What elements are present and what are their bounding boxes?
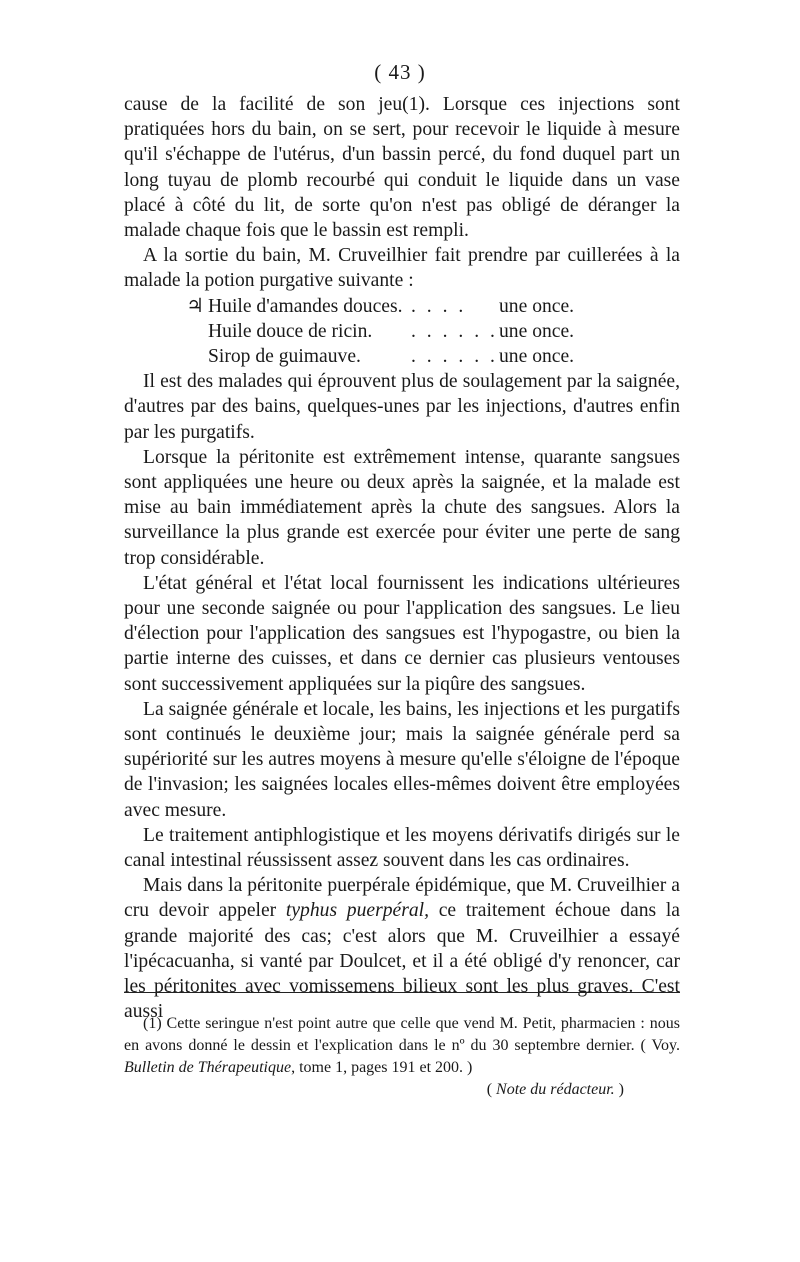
journal-title: Bulletin de Thérapeutique bbox=[124, 1059, 292, 1076]
italic-term: typhus puerpéral, bbox=[285, 900, 429, 922]
recipe-leader-dots: . . . . bbox=[411, 295, 467, 317]
recipe-row bbox=[124, 344, 680, 369]
paragraph: Il est des malades qui éprouvent plus de soulagement par la saignée, d'autres par des bains, quelques-unes par les injections, d'autres enfin par les purgatifs. bbox=[124, 371, 680, 443]
paragraph: L'état général et l'état local fournissent les indications ultérieures pour une seconde saignée ou pour l'application des sangsues. Le lieu d'élection pour l'application des sangsues est l'hypogastre, ou bien la partie interne des cuisses, et dans ce dernier cas plusieurs ventouses sont successivement appliquées sur la piqûre des sangsues. bbox=[124, 572, 680, 695]
footnote bbox=[124, 1013, 680, 1101]
paragraph: A la sortie du bain, M. Cruveilhier fait prendre par cuillerées à la malade la potion purgative suivante : bbox=[124, 245, 680, 292]
footnote-divider bbox=[124, 992, 680, 993]
paragraph: cause de la facilité de son jeu(1). Lorsque ces injections sont pratiquées hors du bain, on se sert, pour recevoir le liquide à mesure qu'il s'échappe de l'utérus, d'un bassin percé, du fond duquel part un long tuyau de plomb recourbé qui conduit le liquide dans un vase placé à côté du lit, de sorte qu'on n'est pas obligé de déranger la malade chaque fois que le bassin est rempli. bbox=[124, 94, 680, 242]
credit-text: Note du rédacteur. bbox=[496, 1081, 615, 1098]
recipe-leader-dots: . . . . . . bbox=[411, 320, 498, 342]
paragraph: Le traitement antiphlogistique et les moyens dérivatifs dirigés sur le canal intestinal réussissent assez souvent dans les cas ordinaires. bbox=[124, 824, 680, 872]
recipe-dose: une once. bbox=[499, 295, 575, 317]
recipe-row bbox=[124, 294, 680, 319]
footnote-text-part: , tome 1, pages 191 et 200. ) bbox=[291, 1059, 473, 1076]
recipe bbox=[124, 294, 680, 370]
jupiter-symbol-icon: ♃ bbox=[186, 295, 204, 317]
paragraph: Lorsque la péritonite est extrêmement intense, quarante sangsues sont appliquées une heure ou deux après la saignée, et la malade est mise au bain immédiatement après la chute des sangsues. Alors la surveillance la plus grande est exercée pour éviter une perte de sang trop considérable. bbox=[124, 446, 680, 569]
recipe-ingredient: Sirop de guimauve. bbox=[208, 346, 361, 367]
main-text bbox=[124, 92, 680, 1024]
recipe-dose: une once. bbox=[499, 346, 575, 367]
footnote-text-part: (1) Cette seringue n'est point autre que celle que vend M. Petit, pharmacien : nous en avons donné le dessin et l'explication dans le nº du 30 septembre dernier. ( Voy. bbox=[124, 1015, 680, 1054]
credit-open: ( bbox=[486, 1081, 497, 1098]
paragraph-text: ce traitement échoue dans la grande majorité des cas; c'est alors que M. Cruveilhier a essayé l'ipécacuanha, si vanté par Doulcet, et il a été obligé d'y renoncer, car les péritonites avec vomissemens bilieux sont les plus graves. C'est aussi bbox=[124, 900, 680, 1023]
footnote-credit bbox=[124, 1079, 680, 1101]
recipe-row bbox=[124, 319, 680, 344]
recipe-leader-dots: . . . . . . bbox=[411, 346, 498, 367]
recipe-ingredient: Huile douce de ricin. bbox=[208, 320, 373, 342]
credit-close: ) bbox=[614, 1081, 624, 1098]
recipe-ingredient: Huile d'amandes douces. bbox=[208, 295, 403, 317]
paragraph: La saignée générale et locale, les bains, les injections et les purgatifs sont continués le deuxième jour; mais la saignée générale perd sa supériorité sur les autres moyens à mesure qu'elle s'éloigne de l'époque de l'invasion; les saignées locales elles-mêmes doivent être employées avec mesure. bbox=[124, 698, 680, 821]
recipe-dose: une once. bbox=[499, 320, 575, 342]
page-number: ( 43 ) bbox=[374, 60, 426, 84]
paragraph-text: Mais dans la péritonite puerpérale épidémique, que M. Cruveilhier a cru devoir appeler bbox=[124, 875, 680, 922]
paragraph bbox=[124, 873, 680, 1024]
footnote-text bbox=[124, 1013, 680, 1079]
